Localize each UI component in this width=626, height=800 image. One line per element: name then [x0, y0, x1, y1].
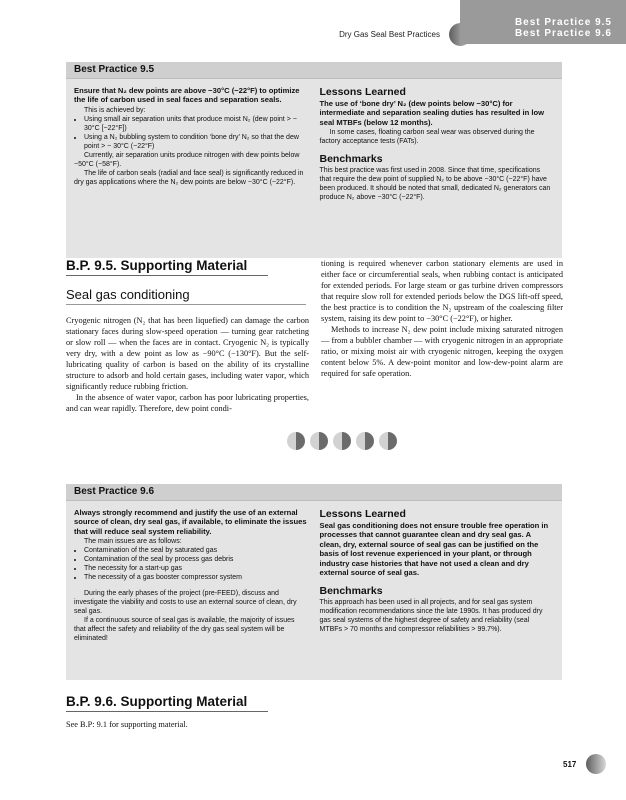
- section-separator-dots: [287, 432, 397, 450]
- bp96-lessons-lead: Seal gas conditioning does not ensure trouble free operation in processes that cannot guarantee clean and dry seal gas. A clean, dry, external source of seal gas can be justified on the basis of lost revenue experienced in your plant, or through industry case histories that have not used a clean and dry external source of seal gas.: [319, 521, 549, 578]
- separator-dot: [356, 432, 374, 450]
- bp95-lessons-title: Lessons Learned: [319, 86, 406, 98]
- list-item: • Using small air separation units that produce moist N₂ (dew point > − 30°C [−22°F]): [84, 115, 308, 133]
- header-tab-line-1: Best Practice 9.5: [514, 17, 612, 28]
- bp95-support-left-column: [66, 315, 309, 414]
- bp95-support-left-paragraph-2: In the absence of water vapor, carbon has poor lubricating properties, and can wear rapidly. Therefore, dew point condi-: [66, 393, 309, 413]
- separator-dot: [310, 432, 328, 450]
- list-item: • Contamination of the seal by saturated gas: [84, 546, 308, 555]
- bp96-paragraph-2: If a continuous source of seal gas is available, the majority of issues that affect the safety and reliability of the dry gas seal system will be eliminated!: [74, 617, 295, 643]
- page-number: 517: [563, 760, 577, 769]
- bp95-support-right-paragraph-1: tioning is required whenever carbon stationary elements are used in either face or circumferential seals, when rubbing contact is anticipated for extended periods. For large steam or gas turbine driven compressors that require slow roll for extended periods below the DGS lift-off speed, the best practice is to condition the N₂ upstream of the coalescing filter system, raising its dew point to −30°C (−22°F), or higher.: [321, 259, 563, 323]
- list-item: • The necessity for a start-up gas: [84, 564, 308, 573]
- bp95-benchmarks-paragraph: This best practice was first used in 2008. Since that time, specifications that require the dew point of supplied N₂ to be above −30°C (−22°F) have been produced. It should be noted that small, dedicated N₂ generators can produce N₂ above −30°C (−22°F).: [319, 167, 551, 202]
- bp95-lessons-paragraph: In some cases, floating carbon seal wear was observed during the factory acceptance tests (FATs).: [319, 129, 535, 146]
- bp95-paragraph-1: Currently, air separation units produce nitrogen with dew points below −50°C (−58°F).: [74, 151, 300, 168]
- header-tab-line-2: Best Practice 9.6: [514, 28, 612, 39]
- separator-dot: [379, 432, 397, 450]
- separator-dot: [333, 432, 351, 450]
- bp96-right-column: [320, 508, 554, 643]
- bp96-support-text: See B.P: 9.1 for supporting material.: [66, 720, 188, 729]
- bp95-support-subheading: Seal gas conditioning: [66, 287, 306, 305]
- best-practice-9-6-title: Best Practice 9.6: [66, 484, 562, 501]
- bp95-achieved: This is achieved by:: [84, 106, 146, 114]
- best-practice-9-6-box: [66, 484, 562, 680]
- list-item: • Using a N₂ bubbling system to condition ‘bone dry’ N₂ so that the dew point > − 30°C (−22°F): [84, 133, 308, 151]
- separator-dot: [287, 432, 305, 450]
- bp95-lessons-lead: The use of ‘bone dry’ N₂ (dew points below −30°C) for intermediate and separation sealing duties has resulted in low seal MTBFs (below 12 months).: [319, 99, 544, 127]
- bp96-benchmarks-title: Benchmarks: [319, 585, 383, 598]
- bp96-benchmarks-paragraph: This approach has been used in all projects, and for seal gas system modification recommendations since the late 1990s. It has produced dry gas seal systems of the highest degree of safety and reliability (seal MTBFs > 70 months and compressor reliabilities > 99.7%).: [319, 599, 543, 634]
- bp95-bullet-list: [74, 115, 308, 151]
- bp95-support-left-paragraph-1: Cryogenic nitrogen (N₂ that has been liquefied) can damage the carbon stationary faces during slow-speed operation — turning gear ratcheting or slow roll — when the faces are in contact. Cryogenic N₂ is typically very dry, with a dew point as low as −90°C (−130°F). But the self-lubricating quality of carbon is based on the ability of its crystalline structure to adsorb and hold certain gases, including water vapor, which significantly reduce rubbing friction.: [66, 316, 309, 391]
- running-title: Dry Gas Seal Best Practices: [339, 30, 440, 39]
- bp96-paragraph-1: During the early phases of the project (pre-FEED), discuss and investigate the viability and costs to use an external source of clean, dry seal gas.: [74, 590, 297, 616]
- bp96-lessons-title: Lessons Learned: [319, 508, 406, 520]
- list-item: • Contamination of the seal by process gas debris: [84, 555, 308, 564]
- bp95-lead: Ensure that N₂ dew points are above −30°C (−22°F) to optimize the life of carbon used in seal faces and separation seals.: [74, 86, 300, 105]
- bp95-support-heading: B.P. 9.5. Supporting Material: [66, 258, 268, 276]
- bp95-support-right-paragraph-2: Methods to increase N₂ dew point include mixing saturated nitrogen — from a bubbler chamber — with cryogenic nitrogen in an appropriate ratio, or mixing moist air with cryogenic nitrogen, keeping the oxygen content below 5%. A dew-point monitor and low-dew-point alarm are required for safe operation.: [321, 325, 563, 378]
- bp96-left-column: [74, 508, 308, 643]
- bp96-bullet-list: [74, 546, 308, 582]
- bp95-left-column: [74, 86, 308, 202]
- bp95-support-right-column: [321, 258, 563, 379]
- bp95-paragraph-2: The life of carbon seals (radial and face seal) is significantly reduced in dry gas applications where the N₂ dew points are below −30°C (−22°F).: [74, 169, 304, 186]
- header-tab: [460, 0, 626, 44]
- best-practice-9-5-box: [66, 62, 562, 258]
- page-number-circle-ornament: [586, 754, 606, 774]
- bp96-lead: Always strongly recommend and justify the use of an external source of clean, dry seal gas, if available, to eliminate the issues that will reduce seal system reliability.: [74, 508, 307, 536]
- bp95-right-column: [320, 86, 554, 202]
- bp96-issues-intro: The main issues are as follows:: [84, 538, 182, 546]
- list-item: • The necessity of a gas booster compressor system: [84, 573, 308, 582]
- best-practice-9-5-title: Best Practice 9.5: [66, 62, 562, 79]
- bp96-support-heading: B.P. 9.6. Supporting Material: [66, 694, 268, 712]
- bp95-benchmarks-title: Benchmarks: [319, 153, 383, 166]
